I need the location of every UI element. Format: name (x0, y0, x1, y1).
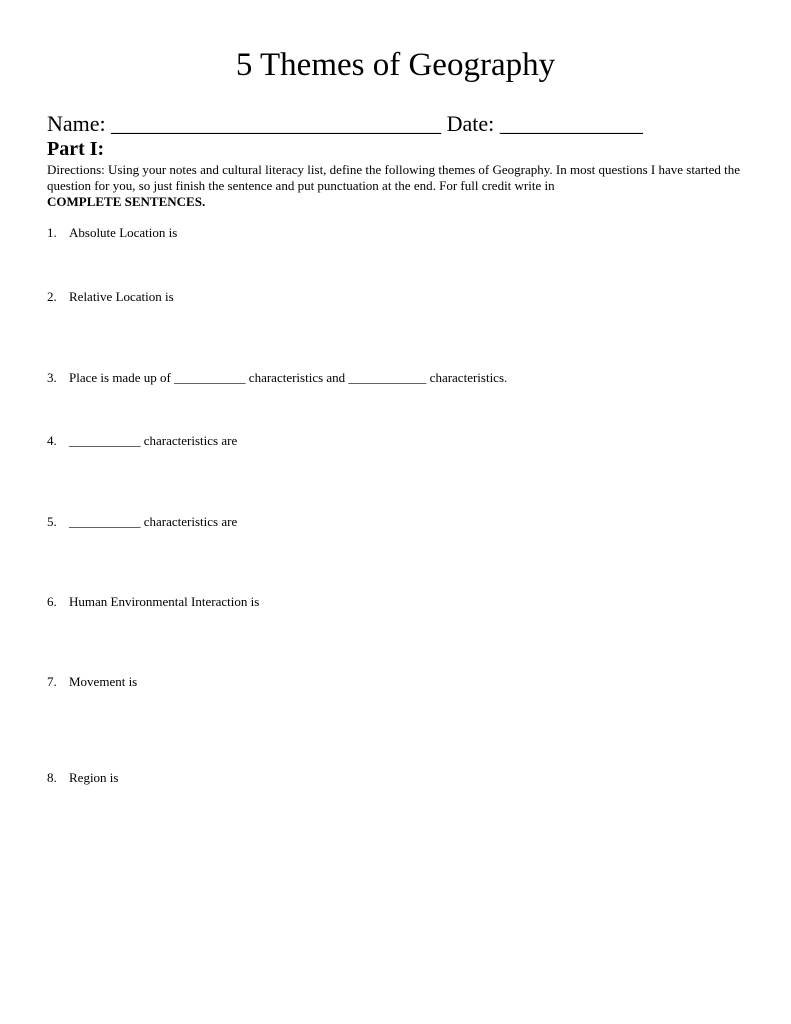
date-label: Date: (446, 111, 495, 136)
name-label: Name: (47, 111, 106, 136)
question-item (47, 674, 137, 690)
question-number: 8. (47, 770, 57, 785)
directions-emphasis: COMPLETE SENTENCES. (47, 194, 206, 209)
part-heading: Part I: (47, 138, 105, 160)
question-number: 5. (47, 514, 57, 529)
question-item (47, 289, 174, 305)
question-text: Relative Location is (69, 289, 174, 304)
question-number: 1. (47, 225, 57, 240)
name-blank: ______________________________ (111, 111, 442, 136)
question-item (47, 225, 177, 241)
question-item (47, 433, 237, 449)
question-text: Movement is (69, 674, 138, 689)
question-number: 2. (47, 289, 57, 304)
question-item (47, 370, 507, 386)
date-blank: _____________ (499, 111, 643, 136)
question-item (47, 514, 237, 530)
question-number: 6. (47, 594, 57, 609)
directions (47, 162, 759, 210)
question-text: ___________ characteristics are (69, 514, 238, 529)
question-item (47, 770, 118, 786)
question-text: Place is made up of ___________ characteristics and ____________ characteristics. (69, 370, 508, 385)
question-item (47, 594, 259, 610)
question-number: 7. (47, 674, 57, 689)
question-text: Region is (69, 770, 119, 785)
question-text: Absolute Location is (69, 225, 178, 240)
page-title: 5 Themes of Geography (235, 47, 556, 83)
directions-text: Directions: Using your notes and cultural literacy list, define the following themes of Geography. In most questions I have started the question for you, so just finish the sentence and put punctuation at the end. For full credit write in (47, 162, 741, 193)
question-text: ___________ characteristics are (69, 433, 238, 448)
name-date-row (47, 110, 643, 138)
question-number: 4. (47, 433, 57, 448)
question-number: 3. (47, 370, 57, 385)
question-text: Human Environmental Interaction is (69, 594, 260, 609)
